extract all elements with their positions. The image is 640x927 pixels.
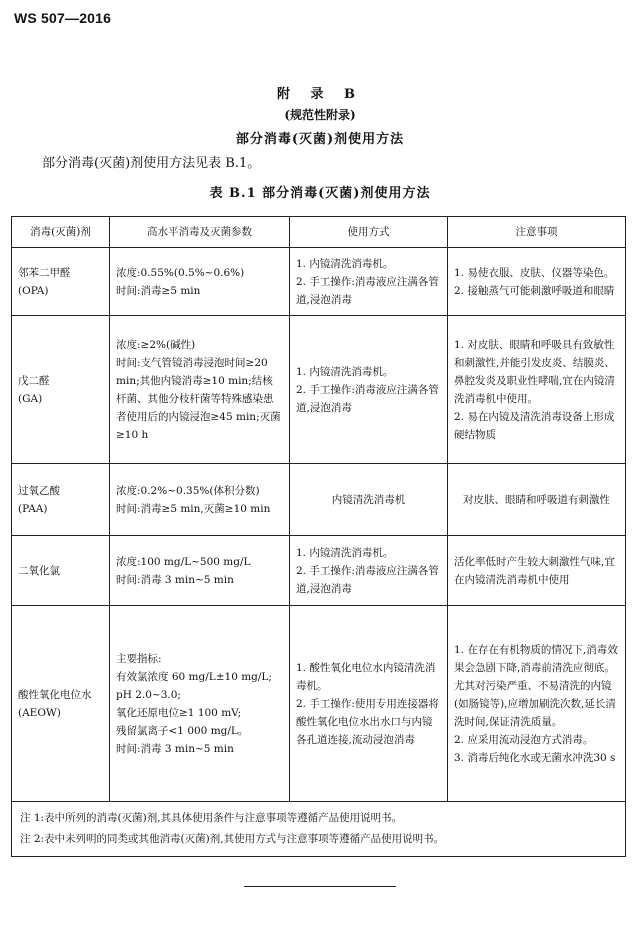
cell-line: (PAA): [18, 502, 48, 515]
table-note: 注 1:表中所列的消毒(灭菌)剂,其具体使用条件与注意事项等遵循产品使用说明书。: [20, 812, 403, 824]
standard-code: WS 507—2016: [14, 10, 112, 26]
header-params: 高水平消毒及灭菌参数: [110, 217, 290, 248]
cell-line: 时间:消毒 3 min~5 min: [116, 742, 234, 755]
cell-line: 2. 手工操作:使用专用连接器将酸性氧化电位水出水口与内镜各孔道连接,流动浸泡消毒: [296, 697, 439, 746]
cell-line: 3. 消毒后纯化水或无菌水冲洗30 s: [454, 751, 616, 764]
cell-line: 戊二醛: [18, 374, 50, 387]
cell-line: 主要指标:: [116, 652, 162, 665]
table-row: [12, 248, 626, 316]
cell-line: 1. 内镜清洗消毒机。: [296, 546, 394, 559]
cell-notes: [448, 536, 626, 606]
cell-line: 对皮肤、眼睛和呼吸道有刺激性: [463, 493, 610, 506]
cell-line: 1. 对皮肤、眼睛和呼吸具有致敏性和刺激性,并能引发皮炎、结膜炎、鼻腔发炎及职业性哮喘,宜在内镜清洗消毒机中使用。: [454, 338, 615, 405]
cell-line: 活化率低时产生较大刺激性气味,宜在内镜清洗消毒机中使用: [454, 555, 615, 586]
table-row: [12, 464, 626, 536]
cell-line: 酸性氧化电位水: [18, 688, 92, 701]
cell-line: 浓度:0.55%(0.5%~0.6%): [116, 266, 245, 279]
cell-agent: [12, 316, 110, 464]
cell-params: [110, 248, 290, 316]
cell-agent: [12, 606, 110, 802]
cell-line: 时间:消毒≥5 min,灭菌≥10 min: [116, 502, 271, 515]
cell-line: 2. 手工操作:消毒液应注满各管道,浸泡消毒: [296, 564, 439, 595]
cell-line: 过氧乙酸: [18, 484, 60, 497]
cell-line: (AEOW): [18, 706, 61, 719]
cell-line: 有效氯浓度 60 mg/L±10 mg/L;: [116, 670, 272, 683]
cell-agent: [12, 464, 110, 536]
cell-usage: [290, 536, 448, 606]
cell-notes: [448, 606, 626, 802]
intro-text: 部分消毒(灭菌)剂使用方法见表 B.1。: [42, 156, 261, 171]
cell-agent: [12, 248, 110, 316]
cell-line: 时间:消毒 3 min~5 min: [116, 573, 234, 586]
table-row: [12, 606, 626, 802]
cell-params: [110, 606, 290, 802]
cell-line: 2. 易在内镜及清洗消毒设备上形成硬结物质: [454, 410, 615, 441]
cell-params: [110, 316, 290, 464]
table-header-row: [12, 217, 626, 248]
cell-usage: [290, 248, 448, 316]
cell-line: pH 2.0~3.0;: [116, 688, 181, 701]
cell-line: 2. 接触蒸气可能刺激呼吸道和眼睛: [454, 284, 615, 297]
cell-line: 时间:消毒≥5 min: [116, 284, 201, 297]
footer-rule: [244, 886, 396, 887]
cell-notes: [448, 316, 626, 464]
header-notes: 注意事项: [448, 217, 626, 248]
table-notes: [12, 802, 626, 857]
cell-line: (GA): [18, 392, 43, 405]
cell-params: [110, 464, 290, 536]
cell-usage: [290, 316, 448, 464]
cell-line: 1. 酸性氧化电位水内镜清洗消毒机。: [296, 661, 436, 692]
cell-line: 浓度:≥2%(碱性): [116, 338, 196, 351]
cell-line: 内镜清洗消毒机: [331, 493, 406, 506]
cell-notes: [448, 464, 626, 536]
cell-line: 2. 手工操作:消毒液应注满各管道,浸泡消毒: [296, 275, 439, 306]
cell-line: 浓度:0.2%~0.35%(体积分数): [116, 484, 260, 497]
cell-line: 氧化还原电位≥1 100 mV;: [116, 706, 242, 719]
cell-line: 二氧化氯: [18, 564, 60, 577]
cell-notes: [448, 248, 626, 316]
table-title: 表 B.1 部分消毒(灭菌)剂使用方法: [209, 186, 431, 201]
cell-line: 1. 易使衣服、皮肤、仪器等染色。: [454, 266, 615, 279]
cell-agent: [12, 536, 110, 606]
cell-line: (OPA): [18, 284, 49, 297]
cell-usage: [290, 464, 448, 536]
cell-params: [110, 536, 290, 606]
cell-line: 1. 内镜清洗消毒机。: [296, 365, 394, 378]
cell-line: 1. 在存在有机物质的情况下,消毒效果会急剧下降,消毒前清洗应彻底。尤其对污染严重、不易清洗的内镜(如肠镜等),应增加刷洗次数,延长清洗时间,保证清洗质量。: [454, 643, 618, 728]
appendix-subtitle: (规范性附录): [284, 108, 356, 122]
cell-line: 1. 内镜清洗消毒机。: [296, 257, 394, 270]
table-note: 注 2:表中未列明的同类或其他消毒(灭菌)剂,其使用方式与注意事项等遵循产品使用说明书。: [20, 833, 445, 845]
appendix-name: 部分消毒(灭菌)剂使用方法: [235, 132, 405, 147]
header-agent: 消毒(灭菌)剂: [12, 217, 110, 248]
header-usage: 使用方式: [290, 217, 448, 248]
disinfectant-table: [11, 216, 626, 857]
cell-line: 残留氯离子<1 000 mg/L。: [116, 724, 249, 737]
cell-line: 浓度:100 mg/L~500 mg/L: [116, 555, 251, 568]
appendix-title: 附 录 B: [276, 87, 364, 102]
table-notes-row: [12, 802, 626, 857]
cell-line: 邻苯二甲醛: [18, 266, 71, 279]
cell-line: 时间:支气管镜消毒浸泡时间≥20 min;其他内镜消毒≥10 min;结核杆菌、其他分枝杆菌等特殊感染患者使用后的内镜浸泡≥45 min;灭菌≥10 h: [116, 356, 281, 441]
cell-usage: [290, 606, 448, 802]
table-row: [12, 316, 626, 464]
table-row: [12, 536, 626, 606]
cell-line: 2. 手工操作:消毒液应注满各管道,浸泡消毒: [296, 383, 439, 414]
cell-line: 2. 应采用流动浸泡方式消毒。: [454, 733, 594, 746]
